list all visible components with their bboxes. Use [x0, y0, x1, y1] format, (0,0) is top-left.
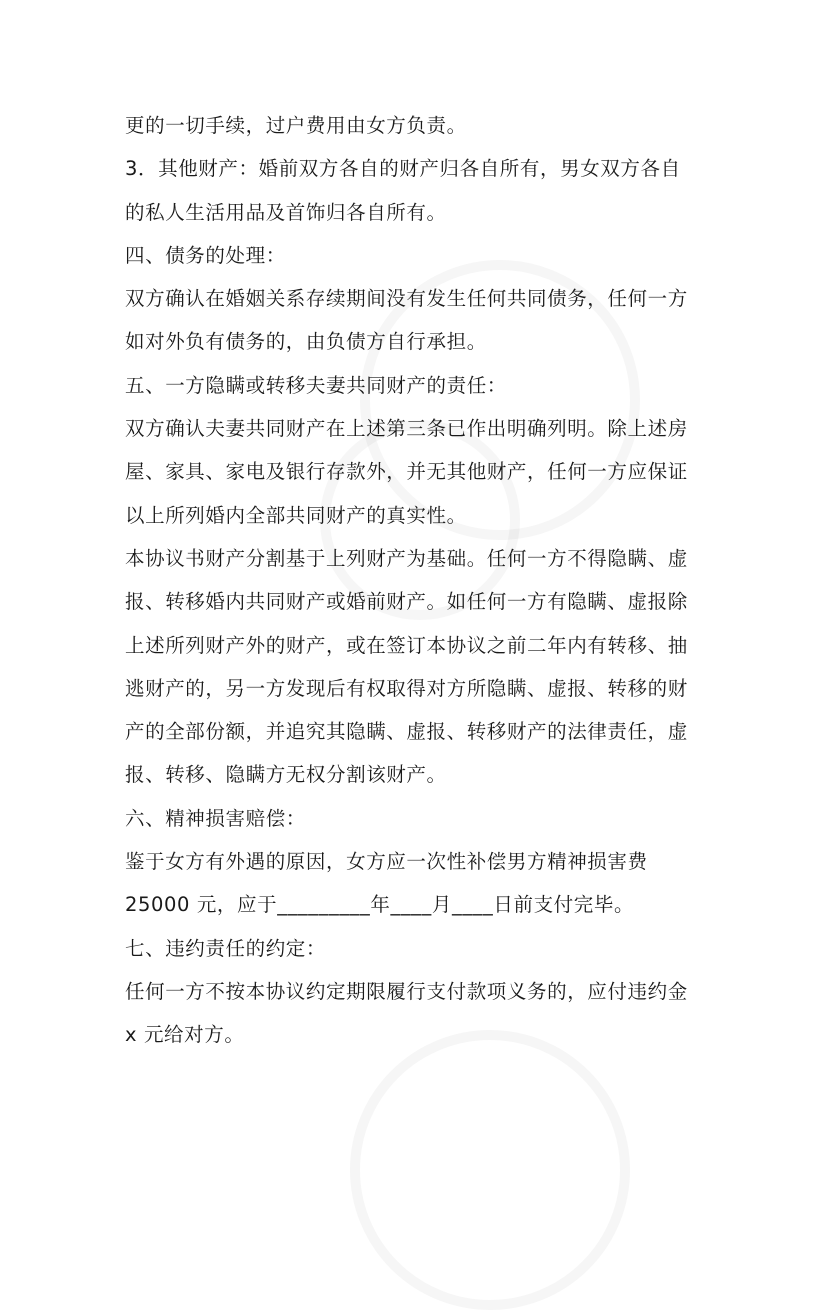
text-line: 以上所列婚内全部共同财产的真实性。	[125, 503, 467, 527]
text-line: 鉴于女方有外遇的原因，女方应一次性补偿男方精神损害费	[125, 850, 648, 874]
document-body	[125, 104, 710, 1057]
section-heading: 五、一方隐瞒或转移夫妻共同财产的责任：	[125, 373, 507, 397]
text-line: 如对外负有债务的，由负债方自行承担。	[125, 330, 487, 354]
text-line: 报、转移婚内共同财产或婚前财产。如任何一方有隐瞒、虚报除	[125, 590, 688, 614]
section-heading: 七、违约责任的约定：	[125, 936, 327, 960]
text-line: 产的全部份额，并追究其隐瞒、虚报、转移财产的法律责任，虚	[125, 720, 688, 744]
text-line: 的私人生活用品及首饰归各自所有。	[125, 200, 447, 224]
text-line: 上述所列财产外的财产，或在签订本协议之前二年内有转移、抽	[125, 633, 688, 657]
text-line: 双方确认夫妻共同财产在上述第三条已作出明确列明。除上述房	[125, 417, 688, 441]
text-line: 更的一切手续，过户费用由女方负责。	[125, 114, 467, 137]
text-line: 逃财产的，另一方发现后有权取得对方所隐瞒、虚报、转移的财	[125, 676, 688, 700]
section-heading: 六、精神损害赔偿：	[125, 806, 306, 830]
text-line: 报、转移、隐瞒方无权分割该财产。	[125, 763, 447, 787]
section-heading: 四、债务的处理：	[125, 243, 286, 267]
text-line: 任何一方不按本协议约定期限履行支付款项义务的，应付违约金	[125, 979, 688, 1003]
watermark-seal	[350, 1030, 630, 1310]
text-line: 本协议书财产分割基于上列财产为基础。任何一方不得隐瞒、虚	[125, 546, 688, 570]
text-line: 屋、家具、家电及银行存款外，并无其他财产，任何一方应保证	[125, 460, 688, 484]
text-line: 3．其他财产：婚前双方各自的财产归各自所有，男女双方各自	[125, 157, 681, 181]
text-line: 双方确认在婚姻关系存续期间没有发生任何共同债务，任何一方	[125, 287, 688, 311]
text-line: 25000 元，应于_________年____月____日前支付完毕。	[125, 893, 635, 917]
text-line: x 元给对方。	[125, 1023, 245, 1047]
